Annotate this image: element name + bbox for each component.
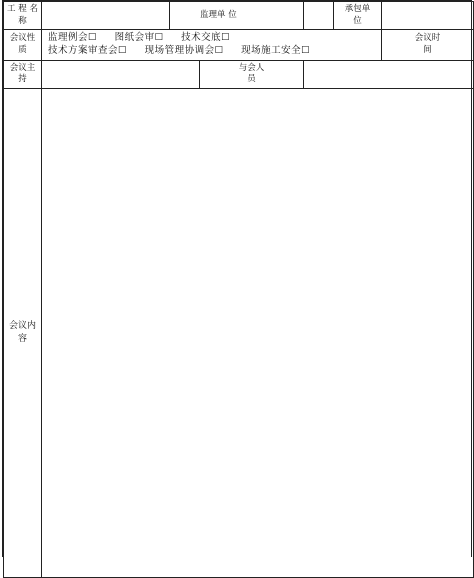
safety-meeting-form (2, 0, 472, 557)
contractor-label: 承包单 位 (334, 2, 382, 30)
header-row (4, 2, 474, 30)
meeting-type-label: 会议性质 (4, 30, 42, 61)
project-name-label: 工 程 名 称 (4, 2, 42, 30)
host-value (42, 60, 200, 88)
meeting-type-option[interactable]: 现场施工安全☐ (241, 44, 311, 56)
meeting-type-option[interactable]: 技术方案审查会☐ (48, 44, 128, 56)
host-label: 会议主持 (4, 60, 42, 88)
content-body (42, 88, 474, 577)
meeting-type-option[interactable]: 图纸会审☐ (114, 32, 164, 43)
content-label: 会议内容 (4, 88, 42, 577)
supervisor-label: 监理单 位 (170, 2, 304, 30)
content-row (4, 88, 474, 577)
attendees-label: 与会人 员 (200, 60, 304, 88)
meeting-type-options (42, 30, 382, 61)
project-name-value (42, 2, 170, 30)
attendees-value (304, 60, 474, 88)
meeting-type-option[interactable]: 技术交底☐ (181, 32, 231, 43)
meeting-type-row (4, 30, 474, 61)
host-row (4, 60, 474, 88)
meeting-type-option[interactable]: 监理例会☐ (48, 32, 98, 43)
contractor-value (382, 2, 474, 30)
meeting-type-option[interactable]: 现场管理协调会☐ (144, 44, 224, 56)
form-table (3, 1, 474, 578)
supervisor-value (304, 2, 334, 30)
meeting-time-label: 会议时 间 (382, 30, 474, 61)
